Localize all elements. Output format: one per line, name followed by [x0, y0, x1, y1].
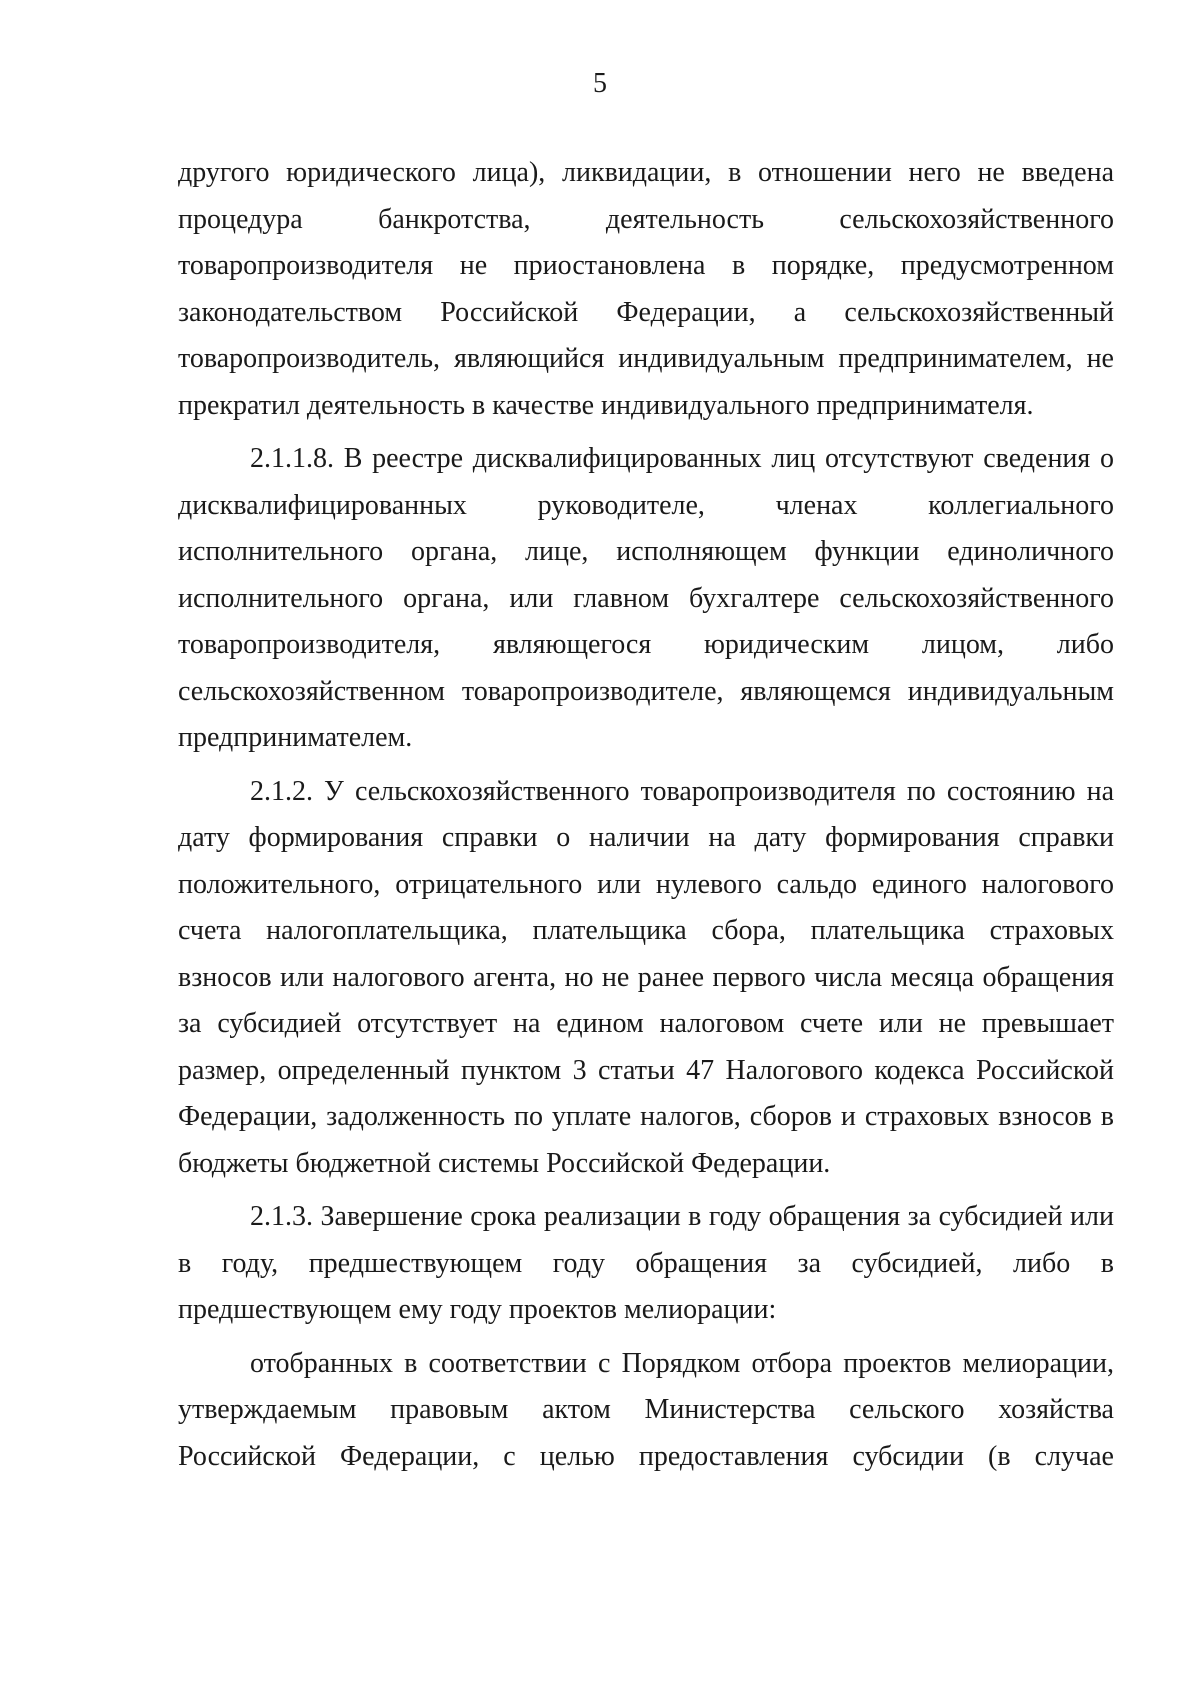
text-line: Российской Федерации, с целью предоставления субсидии (в случае [178, 1440, 1114, 1472]
paragraph-2-1-2 [178, 769, 1114, 1188]
text-line: 2.1.2. У сельскохозяйственного товаропроизводителя по состоянию на [250, 775, 1114, 807]
text-line: процедура банкротства, деятельность сельскохозяйственного [178, 203, 1114, 235]
paragraph-selected-projects [178, 1341, 1114, 1481]
text-line: дату формирования справки о наличии на дату формирования справки [178, 822, 1114, 853]
text-line: утверждаемым правовым актом Министерства сельского хозяйства [178, 1394, 1114, 1425]
text-line: взносов или налогового агента, но не ранее первого числа месяца обращения [178, 961, 1114, 993]
text-line: исполнительного органа, или главном бухгалтере сельскохозяйственного [178, 582, 1114, 614]
text-line: товаропроизводитель, являющийся индивидуальным предпринимателем, не [178, 343, 1114, 374]
text-line: предшествующем ему году проектов мелиорации: [178, 1294, 777, 1325]
text-line: исполнительного органа, лице, исполняющем функции единоличного [178, 536, 1114, 567]
text-line: законодательством Российской Федерации, а сельскохозяйственный [178, 296, 1114, 328]
text-line: предпринимателем. [178, 722, 413, 753]
text-line: положительного, отрицательного или нулевого сальдо единого налогового [178, 868, 1114, 900]
text-line: бюджеты бюджетной системы Российской Федерации. [178, 1147, 831, 1179]
text-line: Федерации, задолженность по уплате налогов, сборов и страховых взносов в [178, 1101, 1114, 1132]
text-line: в году, предшествующем году обращения за субсидией, либо в [178, 1247, 1114, 1279]
text-line: отобранных в соответствии с Порядком отбора проектов мелиорации, [250, 1347, 1114, 1379]
text-line: 2.1.1.8. В реестре дисквалифицированных лиц отсутствуют сведения о [250, 443, 1114, 474]
text-line: товаропроизводителя не приостановлена в порядке, предусмотренном [178, 250, 1114, 281]
text-line: размер, определенный пунктом 3 статьи 47 Налогового кодекса Российской [178, 1054, 1114, 1086]
paragraph-2-1-3 [178, 1194, 1114, 1334]
page-number: 5 [593, 68, 607, 99]
document-body [178, 150, 1114, 1482]
text-line: другого юридического лица), ликвидации, в отношении него не введена [178, 157, 1114, 188]
text-line: сельскохозяйственном товаропроизводителе, являющемся индивидуальным [178, 675, 1114, 707]
text-line: за субсидией отсутствует на едином налоговом счете или не превышает [178, 1008, 1114, 1039]
paragraph-liquidation [178, 150, 1114, 429]
text-line: счета налогоплательщика, плательщика сбора, плательщика страховых [178, 915, 1114, 946]
text-line: дисквалифицированных руководителе, членах коллегиального [178, 489, 1114, 521]
text-line: 2.1.3. Завершение срока реализации в году обращения за субсидией или [250, 1201, 1114, 1232]
text-line: товаропроизводителя, являющегося юридическим лицом, либо [178, 629, 1114, 660]
text-line: прекратил деятельность в качестве индивидуального предпринимателя. [178, 389, 1034, 421]
paragraph-2-1-1-8 [178, 436, 1114, 762]
